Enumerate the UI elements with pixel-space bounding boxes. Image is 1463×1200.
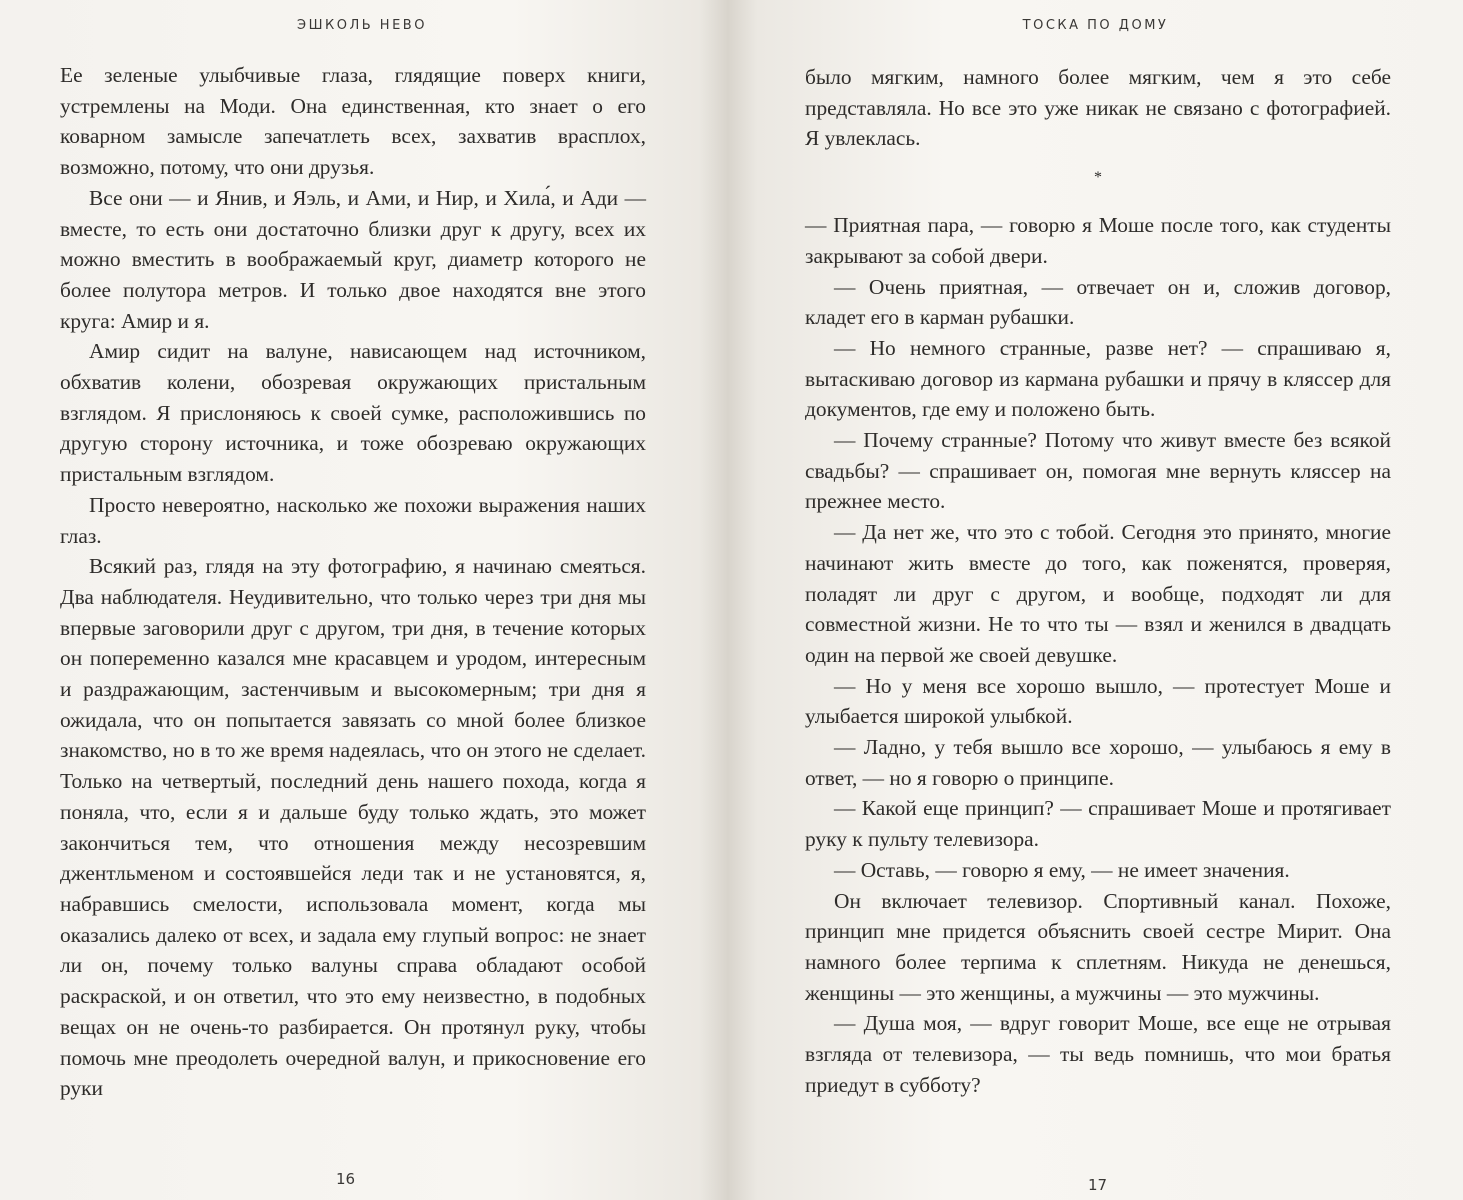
- paragraph: было мягким, намного более мягким, чем я это себе представляла. Но все это уже никак не связано с фотографией. Я увлеклась.: [805, 65, 1391, 151]
- page-number: 17: [1088, 1176, 1108, 1194]
- right-page-body: [805, 62, 1391, 1101]
- paragraph: — Но у меня все хорошо вышло, — протестует Моше и улыбается широкой улыбкой.: [805, 673, 1391, 729]
- paragraph: — Но немного странные, разве нет? — спрашиваю я, вытаскиваю договор из кармана рубашки и прячу в кляссер для документов, где ему и положено быть.: [805, 335, 1391, 422]
- paragraph: — Да нет же, что это с тобой. Сегодня это принято, многие начинают жить вместе до того, как поженятся, проверяя, поладят ли друг с другом, и вообще, подходят ли для совместной жизни. Не то что ты — взял и женился в двадцать один на первой же своей девушке.: [805, 520, 1391, 667]
- paragraph: Всякий раз, глядя на эту фотографию, я начинаю смеяться. Два наблюдателя. Неудивительно, что только через три дня мы впервые заговорили друг с другом, три дня, в течение которых он попеременно казался мне красавцем и уродом, интересным и раздражающим, застенчивым и высокомерным; три дня я ожидала, что он попытается завязать со мной более близкое знакомство, но в то же время надеялась, что он этого не сделает. Только на четвертый, последний день нашего похода, когда я поняла, что, если я и дальше буду только ждать, это может закончиться тем, что отношения между несозревшим джентльменом и состоявшейся леди так и не установятся, я, набравшись смелости, использовала момент, когда мы оказались далеко от всех, и задала ему глупый вопрос: не знает ли он, почему только валуны справа обладают особой раскраской, и он ответил, что это ему неизвестно, в подобных вещах он не очень-то разбирается. Он протянул руку, чтобы помочь мне преодолеть очередной валун, и прикосновение его руки: [60, 554, 646, 1101]
- paragraph: Ее зеленые улыбчивые глаза, глядящие поверх книги, устремлены на Моди. Она единственная, кто знает о его коварном замысле запечатлеть всех, захватив врасплох, возможно, потому, что они друзья.: [60, 63, 646, 180]
- paragraph: Просто невероятно, насколько же похожи выражения наших глаз.: [60, 492, 646, 548]
- right-page: [728, 0, 1463, 1200]
- paragraph: — Очень приятная, — отвечает он и, сложив договор, кладет его в карман рубашки.: [805, 274, 1391, 330]
- paragraph: — Душа моя, — вдруг говорит Моше, все еще не отрывая взгляда от телевизора, — ты ведь помнишь, что мои братья приедут в субботу?: [805, 1011, 1391, 1097]
- running-head-title: ТОСКА ПО ДОМУ: [1022, 18, 1169, 33]
- left-page: [0, 0, 728, 1200]
- page-number: 16: [336, 1170, 356, 1188]
- paragraph: — Оставь, — говорю я ему, — не имеет значения.: [834, 857, 1290, 882]
- paragraph: Он включает телевизор. Спортивный канал. Похоже, принцип мне придется объяснить своей сестре Мирит. Она намного более терпима к сплетням. Никуда не денешься, женщины — это женщины, а мужчины — это мужчины.: [805, 888, 1391, 1005]
- left-page-body: [60, 60, 646, 1104]
- running-head-author: ЭШКОЛЬ НЕВО: [297, 18, 427, 33]
- paragraph: — Какой еще принцип? — спрашивает Моше и протягивает руку к пульту телевизора.: [805, 796, 1391, 852]
- paragraph: — Приятная пара, — говорю я Моше после того, как студенты закрывают за собой двери.: [805, 213, 1391, 268]
- paragraph: — Ладно, у тебя вышло все хорошо, — улыбаюсь я ему в ответ, — но я говорю о принципе.: [805, 735, 1391, 790]
- section-break: *: [1094, 169, 1102, 187]
- paragraph: Все они — и Янив, и Яэль, и Ами, и Нир, и Хила́, и Ади — вместе, то есть они достаточно близки друг к другу, всех их можно вместить в воображаемый круг, диаметр которого не более полутора метров. И только двое находятся вне этого круга: Амир и я.: [60, 185, 646, 333]
- paragraph: Амир сидит на валуне, нависающем над источником, обхватив колени, обозревая окружающих пристальным взглядом. Я прислоняюсь к своей сумке, расположившись по другую сторону источника, и тоже обозреваю окружающих пристальным взглядом.: [60, 339, 646, 487]
- paragraph: — Почему странные? Потому что живут вместе без всякой свадьбы? — спрашивает он, помогая мне вернуть кляссер на прежнее место.: [805, 428, 1391, 514]
